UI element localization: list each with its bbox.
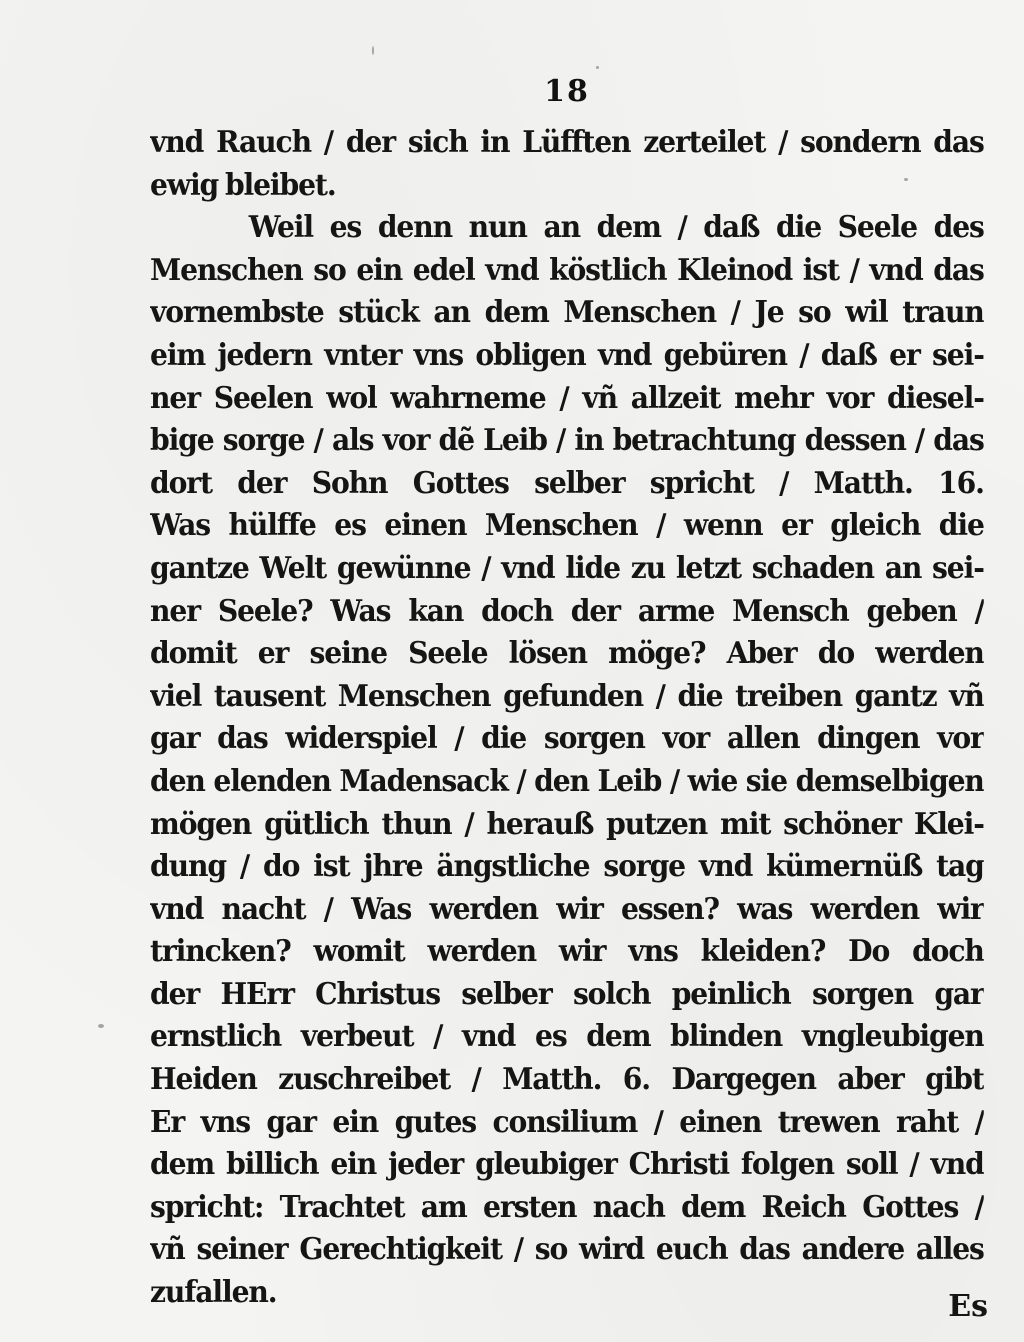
text-line: Menschen so ein edel vnd köstlich Kleinod ist / vnd das: [150, 252, 984, 288]
text-line: ner Seelen wol wahrneme / vñ allzeit mehr vor diesel-: [150, 380, 984, 416]
text-line: eim jedern vnter vns obligen vnd gebüren / daß er sei-: [150, 337, 984, 373]
text-line: domit er seine Seele lösen möge? Aber do werden: [150, 636, 984, 672]
text-line: Was hülffe es einen Menschen / wenn er gleich die: [150, 508, 984, 544]
text-line: vnd nacht / Was werden wir essen? was werden wir: [150, 891, 984, 927]
text-line: spricht: Trachtet am ersten nach dem Reich Gottes /: [150, 1189, 984, 1225]
text-line: dem billich ein jeder gleubiger Christi folgen soll / vnd: [150, 1147, 984, 1183]
text-line: Weil es denn nun an dem / daß die Seele des: [248, 210, 984, 246]
text-line: gar das widerspiel / die sorgen vor allen dingen vor: [150, 721, 984, 757]
text-line: trincken? womit werden wir vns kleiden? Do doch: [150, 934, 984, 970]
text-line: ernstlich verbeut / vnd es dem blinden vngleubigen: [150, 1019, 984, 1055]
text-line: ewig bleibet.: [150, 167, 336, 203]
text-line: viel tausent Menschen gefunden / die treiben gantz vñ: [150, 678, 984, 714]
text-line: bige sorge / als vor dẽ Leib / in betrachtung dessen / das: [150, 423, 984, 459]
text-line: Er vns gar ein gutes consilium / einen trewen raht /: [150, 1104, 984, 1140]
text-line: ner Seele? Was kan doch der arme Mensch geben /: [150, 593, 984, 629]
text-line: den elenden Madensack / den Leib / wie sie demselbigen: [150, 763, 984, 799]
text-line: der HErr Christus selber solch peinlich sorgen gar: [150, 976, 984, 1012]
text-line: Heiden zuschreibet / Matth. 6. Dargegen aber gibt: [150, 1062, 984, 1098]
text-line: vornembste stück an dem Menschen / Je so wil traun: [150, 295, 984, 331]
text-line: dort der Sohn Gottes selber spricht / Matth. 16.: [150, 465, 984, 501]
text-line: mögen gütlich thun / herauß putzen mit schöner Klei-: [150, 806, 984, 842]
text-line: gantze Welt gewünne / vnd lide zu letzt schaden an sei-: [150, 550, 984, 586]
text-line: zufallen.: [150, 1275, 277, 1311]
body-text: [150, 122, 984, 1315]
text-line: vñ seiner Gerechtigkeit / so wird euch das andere alles: [150, 1232, 984, 1268]
print-speck: [372, 46, 374, 55]
print-speck: [596, 66, 599, 69]
print-speck: [98, 1024, 104, 1028]
catchword: Es: [948, 1289, 988, 1324]
text-line: dung / do ist jhre ängstliche sorge vnd kümernüß tag: [150, 849, 984, 885]
text-line: vnd Rauch / der sich in Lüfften zerteilet / sondern das: [150, 125, 984, 160]
page-number: 18: [544, 74, 590, 109]
